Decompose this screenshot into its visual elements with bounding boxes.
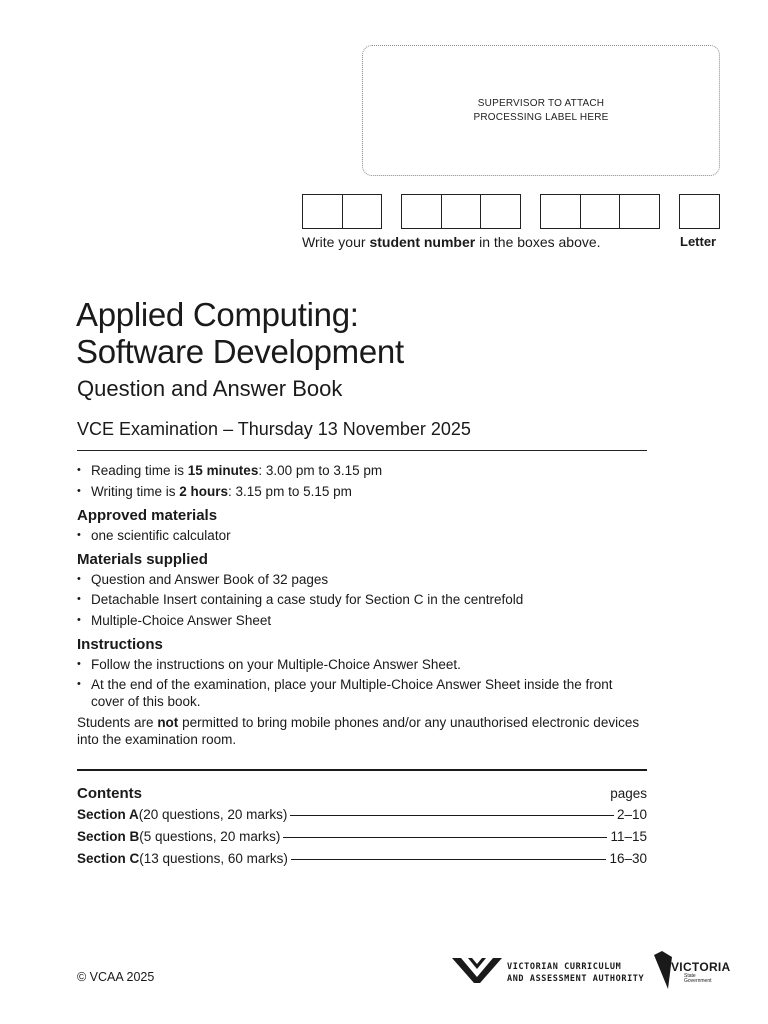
toc-pages: 2–10 xyxy=(616,807,647,822)
student-number-box[interactable] xyxy=(619,194,660,229)
letter-box-group xyxy=(679,194,720,229)
notice-text: Students are xyxy=(77,715,158,730)
vic-sub-line2: Government xyxy=(684,978,712,984)
student-number-box[interactable] xyxy=(302,194,343,229)
list-item: • Detachable Insert containing a case study for Section C in the centrefold xyxy=(77,591,647,608)
notice-bold: not xyxy=(157,715,179,730)
title-line2: Software Development xyxy=(76,333,404,370)
toc-row xyxy=(77,807,647,829)
divider xyxy=(77,450,647,451)
notice-text: permitted to bring mobile phones and/or any unauthorised electronic devices into the examination room. xyxy=(77,715,640,747)
toc-section: Section C xyxy=(77,851,140,866)
pages-label: pages xyxy=(610,786,647,801)
contents-table xyxy=(77,807,647,873)
page-title xyxy=(76,296,404,370)
toc-section: Section B xyxy=(77,829,140,844)
timing-bold: 2 hours xyxy=(179,483,229,499)
label-box-line1: SUPERVISOR TO ATTACH xyxy=(477,97,605,109)
timing-text: : 3.00 pm to 3.15 pm xyxy=(258,463,383,478)
timing-text: Reading time is xyxy=(91,463,188,478)
divider-thick xyxy=(77,769,647,771)
student-number-box[interactable] xyxy=(441,194,482,229)
student-number-group-1 xyxy=(302,194,382,229)
student-number-box[interactable] xyxy=(480,194,521,229)
toc-row xyxy=(77,851,647,873)
exam-date-line: VCE Examination – Thursday 13 November 2025 xyxy=(77,419,471,439)
timing-text: Writing time is xyxy=(91,483,180,499)
toc-section: Section A xyxy=(77,807,139,822)
approved-materials-heading: Approved materials xyxy=(77,506,218,524)
student-number-group-3 xyxy=(540,194,660,229)
book-subtitle: Question and Answer Book xyxy=(77,376,343,401)
approved-materials-list xyxy=(77,527,647,544)
student-number-group-2 xyxy=(401,194,521,229)
contents-title: Contents xyxy=(77,785,142,802)
list-item: • At the end of the examination, place your Multiple-Choice Answer Sheet inside the front cover of this book. xyxy=(77,676,647,710)
toc-description: (5 questions, 20 marks) xyxy=(139,829,281,844)
student-number-box[interactable] xyxy=(580,194,621,229)
letter-box[interactable] xyxy=(679,194,720,229)
devices-notice xyxy=(77,714,647,748)
timing-list xyxy=(77,462,647,500)
title-line1: Applied Computing: xyxy=(76,296,359,333)
toc-pages: 16–30 xyxy=(609,851,647,866)
victoria-subtext xyxy=(684,974,712,984)
sn-text-bold: student number xyxy=(369,234,476,250)
instructions-heading: Instructions xyxy=(77,635,163,653)
label-box-line2: PROCESSING LABEL HERE xyxy=(473,111,609,123)
exam-information xyxy=(77,462,647,748)
sn-text-before: Write your xyxy=(302,234,370,250)
list-item: • one scientific calculator xyxy=(77,527,647,544)
vic-sub-line1: State xyxy=(684,973,696,979)
student-number-box[interactable] xyxy=(342,194,383,229)
list-item: • Follow the instructions on your Multiple-Choice Answer Sheet. xyxy=(77,656,647,673)
copyright-notice: © VCAA 2025 xyxy=(77,970,155,984)
list-item: • Question and Answer Book of 32 pages xyxy=(77,571,647,588)
toc-row xyxy=(77,829,647,851)
processing-label-box xyxy=(362,45,720,176)
student-number-box[interactable] xyxy=(401,194,442,229)
contents-header xyxy=(77,785,647,802)
sn-text-after: in the boxes above. xyxy=(475,234,601,250)
instructions-list xyxy=(77,656,647,711)
list-item xyxy=(77,483,647,500)
materials-supplied-list xyxy=(77,571,647,629)
toc-leader xyxy=(283,837,607,838)
timing-text: : 3.15 pm to 5.15 pm xyxy=(228,483,352,499)
toc-leader xyxy=(291,859,607,860)
toc-leader xyxy=(290,815,614,816)
letter-label: Letter xyxy=(680,234,717,249)
toc-description: (13 questions, 60 marks) xyxy=(139,851,288,866)
materials-supplied-heading: Materials supplied xyxy=(77,550,208,568)
toc-pages: 11–15 xyxy=(610,829,647,844)
vcaa-logo-icon xyxy=(452,955,502,985)
student-number-instruction xyxy=(302,234,601,250)
victoria-wordmark: VICTORIA xyxy=(671,960,731,974)
list-item: • Multiple-Choice Answer Sheet xyxy=(77,612,647,629)
student-number-box[interactable] xyxy=(540,194,581,229)
toc-description: (20 questions, 20 marks) xyxy=(138,807,288,822)
vcaa-line1: VICTORIAN CURRICULUM xyxy=(507,962,622,972)
timing-bold: 15 minutes xyxy=(187,463,259,478)
list-item xyxy=(77,462,647,479)
vcaa-wordmark xyxy=(507,961,644,985)
vcaa-line2: AND ASSESSMENT AUTHORITY xyxy=(507,974,645,984)
